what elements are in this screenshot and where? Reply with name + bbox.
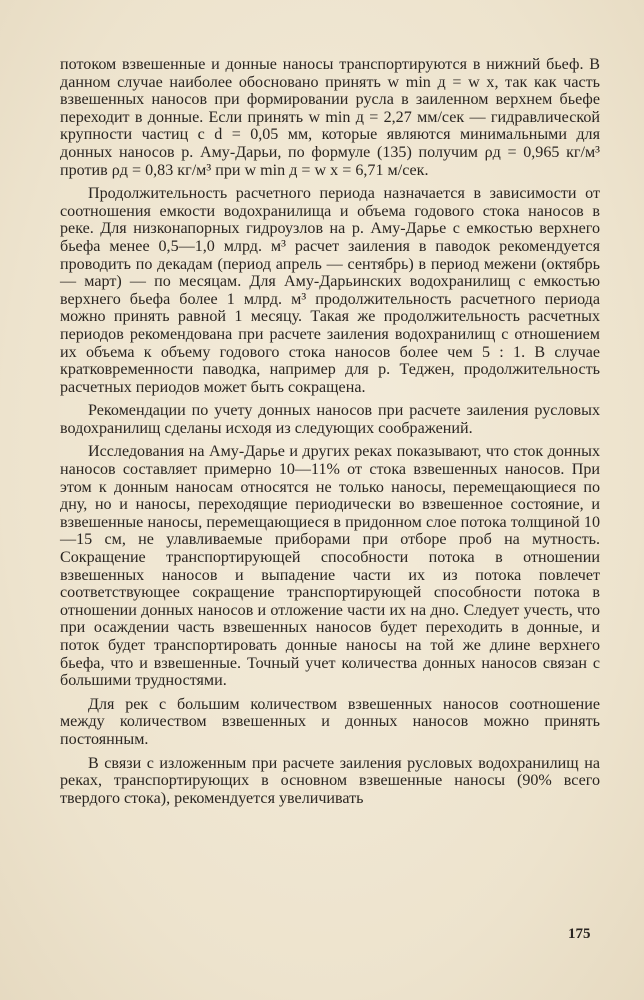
paragraph-5: Для рек с большим количеством взвешенных наносов соотношение между количеством взвешенных и донных наносов можно принять постоянным. bbox=[60, 695, 600, 748]
paragraph-2: Продолжительность расчетного периода назначается в зависимости от соотношения емкости водохранилища и объема годового стока наносов в реке. Для низконапорных гидроузлов на р. Аму-Дарье с емкостью верхнего бьефа менее 0,5—1,0 млрд. м³ расчет заиления в паводок рекомендуется проводить по декадам (период апрель — сентябрь) в период межени (октябрь — март) — по месяцам. Для Аму-Дарьинских водохранилищ с емкостью верхнего бьефа более 1 млрд. м³ продолжительность расчетного периода можно принять равной 1 месяцу. Такая же продолжительность расчетных периодов рекомендована при расчете заиления водохранилищ с отношением их объема к объему годового стока наносов более чем 5 : 1. В случае кратковременности паводка, например для р. Теджен, продолжительность расчетных периодов может быть сокращена. bbox=[60, 185, 600, 396]
page-number: 175 bbox=[568, 926, 591, 942]
paragraph-4: Исследования на Аму-Дарье и других реках показывают, что сток донных наносов составляет примерно 10—11% от стока взвешенных наносов. При этом к донным наносам относятся не только наносы, перемещающиеся по дну, но и наносы, переходящие периодически во взвешенное состояние, и взвешенные наносы, перемещающиеся в придонном слое потока толщиной 10—15 см, не улавливаемые приборами при отборе проб на мутность. Сокращение транспортирующей способности потока в отношении взвешенных наносов и выпадение части их из потока повлечет соответствующее сокращение транспортирующей способности потока в отношении донных наносов и отложение части их на дно. Следует учесть, что при осаждении часть взвешенных наносов будет переходить в донные, и поток будет транспортировать донные наносы на той же длине верхнего бьефа, что и взвешенные. Точный учет количества донных наносов связан с большими трудностями. bbox=[60, 443, 600, 690]
paragraph-1: потоком взвешенные и донные наносы транспортируются в нижний бьеф. В данном случае наиболее обосновано принять w min д = w x, так как часть взвешенных наносов при формировании русла в заиленном верхнем бьефе переходит в донные. Если принять w min д = 2,27 мм/сек — гидравлической крупности частиц с d = 0,05 мм, которые являются минимальными для донных наносов р. Аму-Дарьи, по формуле (135) получим ρд = 0,965 кг/м³ против ρд = 0,83 кг/м³ при w min д = w x = 6,71 м/сек. bbox=[60, 56, 600, 179]
paragraph-3: Рекомендации по учету донных наносов при расчете заиления русловых водохранилищ сделаны исходя из следующих соображений. bbox=[60, 402, 600, 437]
paragraph-6: В связи с изложенным при расчете заиления русловых водохранилищ на реках, транспортирующих в основном взвешенные наносы (90% всего твердого стока), рекомендуется увеличивать bbox=[60, 754, 600, 807]
body-text bbox=[60, 56, 600, 813]
